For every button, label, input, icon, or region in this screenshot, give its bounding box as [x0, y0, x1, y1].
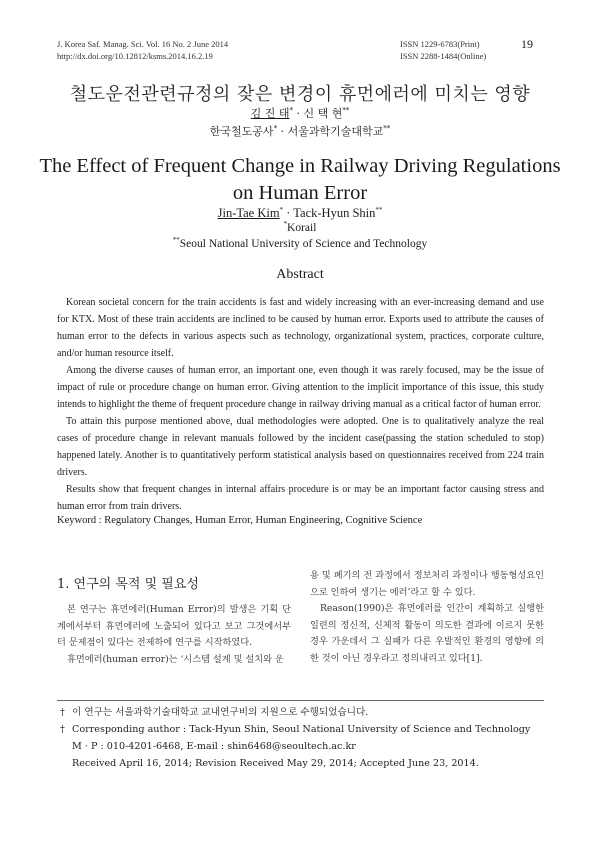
author-separator: ·	[283, 206, 294, 220]
english-title-line-1: The Effect of Frequent Change in Railway Driving Regulations	[39, 155, 561, 177]
footnotes	[60, 704, 544, 772]
footnote-funding	[60, 704, 544, 721]
korean-affiliation-1: 한국철도공사	[209, 125, 274, 138]
issn-online: ISSN 2288-1484(Online)	[400, 51, 487, 61]
affiliation-name: Korail	[287, 222, 317, 234]
affiliation-mark: *	[273, 124, 278, 133]
english-title-line-2: on Human Error	[232, 182, 368, 204]
keywords-line	[57, 515, 422, 526]
author-mark: *	[279, 205, 284, 214]
affiliation-separator: ·	[277, 125, 288, 138]
dagger-mark: †	[60, 724, 65, 735]
korean-affiliation-2: 서울과학기술대학교	[287, 125, 384, 138]
footnote-text: Received April 16, 2014; Revision Received May 29, 2014; Accepted June 23, 2014.	[72, 758, 479, 769]
english-author-2: Tack-Hyun Shin	[293, 206, 376, 220]
korean-author-2: 신 택 현	[303, 107, 343, 120]
footnote-text: 이 연구는 서울과학기술대학교 교내연구비의 지원으로 수행되었습니다.	[72, 707, 369, 718]
keywords-list: Regulatory Changes, Human Error, Human Engineering, Cognitive Science	[104, 515, 423, 526]
footnote-text: M · P : 010-4201-6468, E-mail : shin6468@seoultech.ac.kr	[72, 741, 356, 752]
author-separator: ·	[293, 107, 304, 120]
right-column	[310, 568, 544, 667]
journal-citation: J. Korea Saf. Manag. Sci. Vol. 16 No. 2 June 2014	[57, 39, 229, 49]
footnote-contact	[60, 738, 544, 755]
english-affiliation-1	[0, 222, 600, 234]
abstract-heading: Abstract	[276, 267, 324, 282]
page-number: 19	[521, 37, 533, 51]
issn-print: ISSN 1229-6783(Print)	[400, 39, 480, 49]
section-heading: 1. 연구의 목적 및 필요성	[57, 577, 199, 592]
left-column	[57, 602, 291, 668]
english-author-1: Jin-Tae Kim	[217, 206, 280, 220]
abstract-paragraph: Results show that frequent changes in internal affairs procedure is or may be an important factor causing stress and human error from train drivers.	[57, 484, 544, 512]
english-authors	[0, 206, 600, 221]
abstract-paragraph: Among the diverse causes of human error, an important one, even though it was rarely focused, may be the issue of impact of rule or procedure change on human error. Giving attention to the implicit importance of this issue, this study intends to highlight the theme of frequent procedure change in railway driving manual as a critical factor of human error.	[57, 365, 544, 410]
english-affiliation-2	[0, 238, 600, 250]
korean-title: 철도운전관련규정의 잦은 변경이 휴먼에러에 미치는 영향	[69, 84, 531, 105]
affiliation-mark: **	[383, 124, 391, 133]
footnote-corresponding	[60, 721, 544, 738]
abstract-paragraph: Korean societal concern for the train accidents is fast and widely increasing with an ever-increasing demand and use for KTX. Most of these train accidents are inclined to be caused by human error. Exports used to attribute the causes of human error to the defects in various aspects such as technology, organizational system, practices, corporate culture, and/or human resource itself.	[57, 297, 544, 359]
body-paragraph: 휴먼에러(human error)는 ‘시스템 설계 및 설치와 운	[67, 653, 284, 665]
korean-authors	[0, 105, 600, 121]
affiliation-name: Seoul National University of Science and Technology	[179, 238, 428, 250]
affiliation-mark: *	[283, 220, 288, 229]
author-mark: **	[342, 106, 350, 115]
body-paragraph: 본 연구는 휴먼에러(Human Error)의 발생은 기획 단계에서부터 휴먼에러에 노출되어 있다고 보고 그것에서부터 문제점이 있다는 전제하에 연구를 시작하였다.	[57, 604, 291, 648]
footnote-divider	[57, 700, 544, 701]
author-mark: **	[375, 205, 383, 214]
footnote-text: Corresponding author : Tack-Hyun Shin, Seoul National University of Science and Technology	[72, 724, 531, 735]
footnote-dates	[60, 755, 544, 772]
doi-link[interactable]: http://dx.doi.org/10.12812/ksms.2014.16.2.19	[57, 51, 213, 61]
affiliation-mark: **	[172, 236, 180, 245]
author-mark: *	[289, 106, 293, 115]
keywords-label: Keyword :	[57, 515, 105, 526]
abstract-body	[57, 294, 544, 515]
korean-affiliations	[0, 123, 600, 139]
dagger-mark: †	[60, 707, 65, 718]
abstract-paragraph: To attain this purpose mentioned above, dual methodologies were adopted. One is to qualitatively analyze the real cases of procedure change in relevant manuals followed by the incident case(passing the station scheduled to stop) happened lately. Another is to quantitatively perform statistical analysis based on questionnaires received from 224 train drivers.	[57, 416, 544, 478]
body-paragraph: Reason(1990)은 휴먼에러를 인간이 계획하고 실행한 일련의 정신적, 신체적 활동이 의도한 결과에 이르지 못한 경우 가운데서 그 실패가 다른 우발적인 환경의 영향에 의한 것이 아닌 경우라고 정의내리고 있다[1].	[310, 603, 544, 664]
body-paragraph: 용 및 폐기의 전 과정에서 정보처리 과정이나 행동형성요인으로 인하여 생기는 에러’라고 할 수 있다.	[310, 570, 544, 598]
korean-author-1: 김 진 태	[250, 107, 290, 120]
